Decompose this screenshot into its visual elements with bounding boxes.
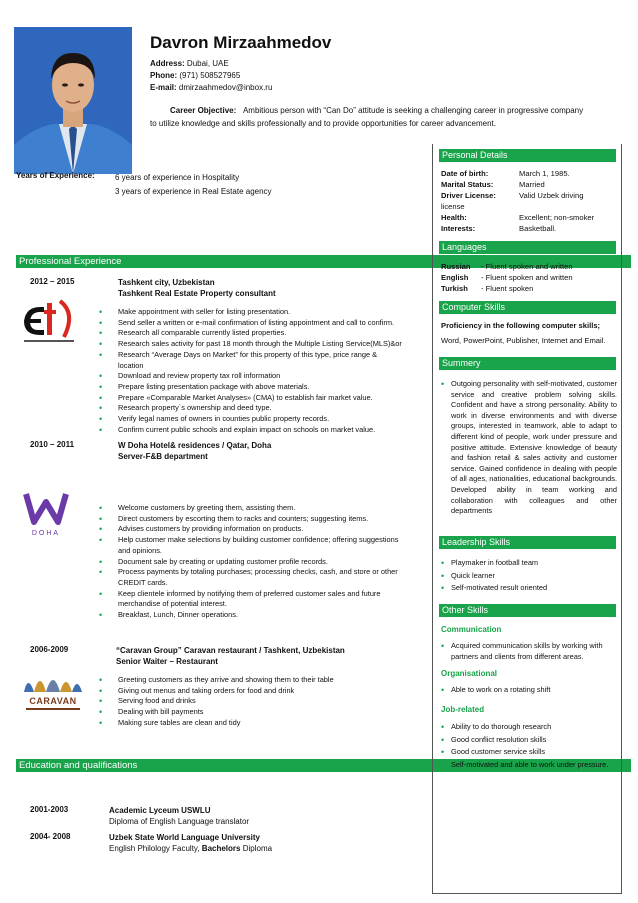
job-1-company: Tashkent city, Uzbekistan [118, 278, 215, 287]
list-item: • Keep clientele informed by notifying them of preferred customer sales and future [98, 589, 420, 600]
job-3-company: “Caravan Group” Caravan restaurant / Tashkent, Uzbekistan [116, 646, 345, 655]
list-item: • Help customer make selections by building customer confidence; offering suggestions [98, 535, 420, 546]
list-item: merchandise of potential interest. [118, 599, 227, 609]
job-2-title [118, 440, 271, 462]
years-experience-values [115, 171, 272, 199]
caravan-logo-text: CARAVAN [29, 696, 77, 706]
list-item: • Ability to do thorough research [441, 721, 617, 734]
section-leadership-skills: Leadership Skills [439, 536, 616, 549]
edu-2-school: Uzbek State World Language University [109, 833, 260, 842]
list-item: CREDIT cards. [118, 577, 168, 587]
objective-label: Career Objective: [170, 106, 237, 115]
job-2-duties [98, 503, 420, 621]
organisational-list [441, 685, 617, 696]
list-item: • Process payments by totaling purchases; processing checks, cash, and store or other [98, 567, 420, 578]
job-2-dates: 2010 – 2011 [30, 440, 75, 449]
list-item: • Advises customers by providing information on products. [98, 524, 420, 535]
section-other-skills: Other Skills [439, 604, 616, 617]
address-value: Dubai, UAE [186, 59, 229, 68]
communication-list [441, 641, 617, 662]
list-item: • Confirm current public schools and explain impact on schools on market value. [98, 425, 420, 436]
job-1-title [118, 277, 276, 299]
list-item: • Able to work on a rotating shift [441, 685, 617, 696]
list-item: • Good customer service skills [441, 746, 617, 759]
list-item: • Direct customers by escorting them to racks and counters; suggesting items. [98, 514, 420, 525]
job-3-dates: 2006-2009 [30, 645, 69, 654]
job-1-dates: 2012 – 2015 [30, 277, 75, 286]
caravan-logo [20, 668, 86, 720]
email-value[interactable]: dmirzaahmedov@inbox.ru [178, 83, 273, 92]
job-3-duties [98, 675, 420, 729]
list-item: • Self-motivated and able to work under pressure. [441, 759, 617, 770]
profile-photo [14, 27, 132, 174]
list-item: • Research sales activity for past 18 month through the Multiple Listing Service(MLS)&or [98, 339, 420, 350]
phone-value: (971) 508527965 [179, 71, 241, 80]
list-item: • Dealing with bill payments [98, 707, 420, 718]
computer-skills-intro: Proficiency in the following computer skills; [441, 321, 601, 330]
contact-block [150, 58, 272, 94]
w-doha-logo [22, 490, 70, 542]
edu-2-degree: English Philology Faculty, Bachelors Diploma [109, 844, 273, 853]
list-item: • Verify legal names of owners in counties public property records. [98, 414, 420, 425]
list-item: • Welcome customers by greeting them, assisting them. [98, 503, 420, 514]
edu-2-details [109, 832, 272, 854]
years-experience-label: Years of Experience: [16, 171, 95, 180]
list-item: • Self-motivated result oriented [441, 582, 617, 595]
edu-1-dates: 2001-2003 [30, 805, 69, 814]
list-item: • Prepare listing presentation package with above materials. [98, 382, 420, 393]
list-item: • Greeting customers as they arrive and showing them to their table [98, 675, 420, 686]
leadership-list [441, 557, 617, 595]
candidate-name: Davron Mirzaahmedov [150, 33, 332, 52]
career-objective [150, 104, 620, 130]
job-1-duties [98, 307, 420, 435]
list-item: • Document sale by creating or updating customer profile records. [98, 557, 420, 568]
list-item: • Download and review property tax roll information [98, 371, 420, 382]
experience-line-1: 6 years of experience in Hospitality [115, 173, 240, 182]
list-item: • Research all comparable currently listed properties. [98, 328, 420, 339]
summary-text: • Outgoing personality with self-motivated, customer service and creative problem solving skills. Confident and have a strong personality. Ability to work in diverse environments and with diverse groups, interested in teamwork, able to adapt to different kind of people, work under pressure and positive attitude. Extensive knowledge of beauty and fashion retail & sales activity and customer service. Gained confidence in dealing with people of all ages, nationalities, educational backgrounds. Developed ability in team working and collaboration with colleagues and other departments [441, 379, 617, 517]
list-item: • Research “Average Days on Market” for this property of this type, price range & [98, 350, 420, 361]
job-related-heading: Job-related [441, 705, 485, 714]
section-languages: Languages [439, 241, 616, 254]
section-computer-skills: Computer Skills [439, 301, 616, 314]
w-doha-logo-text: DOHA [31, 530, 61, 537]
edu-1-details [109, 805, 249, 827]
job-related-list [441, 721, 617, 770]
job-2-company: W Doha Hotel& residences / Qatar, Doha [118, 441, 272, 450]
list-item: • Playmaker in football team [441, 557, 617, 570]
sidebar [432, 144, 622, 894]
list-item: • Send seller a written or e-mail confirmation of listing appointment and call to confirm. [98, 318, 420, 329]
list-item: • Prepare «Comparable Market Analyses» (CMA) to establish fair market value. [98, 393, 420, 404]
list-item: • Giving out menus and taking orders for food and drink [98, 686, 420, 697]
experience-line-2: 3 years of experience in Real Estate agency [115, 187, 272, 196]
list-item: and opinions. [118, 545, 162, 555]
list-item: • Research property`s ownership and deed type. [98, 403, 420, 414]
computer-skills-list: Word, PowerPoint, Publisher, Internet and Email. [441, 336, 606, 345]
objective-line-1: Ambitious person with “Can Do” attitude is seeking a challenging career in progressive company [242, 106, 584, 115]
list-item: • Making sure tables are clean and tidy [98, 718, 420, 729]
list-item: • Breakfast, Lunch, Dinner operations. [98, 610, 420, 621]
address-label: Address: [150, 59, 185, 68]
real-estate-logo [18, 297, 80, 347]
list-item: • Quick learner [441, 570, 617, 583]
section-professional-experience: Professional Experience [16, 255, 631, 268]
list-item: • Make appointment with seller for listing presentation. [98, 307, 420, 318]
list-item: • Good conflict resolution skills [441, 734, 617, 747]
phone-label: Phone: [150, 71, 178, 80]
list-item: • Acquired communication skills by working with partners and clients from different areas. [441, 641, 617, 662]
edu-2-dates: 2004- 2008 [30, 832, 71, 841]
job-3-title [116, 645, 345, 667]
edu-1-degree: Diploma of English Language translator [109, 817, 250, 826]
section-personal-details: Personal Details [439, 149, 616, 162]
email-label: E-mail: [150, 83, 177, 92]
edu-1-school: Academic Lyceum USWLU [109, 806, 211, 815]
languages-list: Russian - Fluent spoken and written English - Fluent spoken and written Turkish - Fluent spoken [441, 262, 573, 293]
section-summary: Summery [439, 357, 616, 370]
job-1-position: Tashkent Real Estate Property consultant [118, 289, 276, 298]
summary-list [441, 379, 617, 517]
personal-details: Date of birth: March 1, 1985. Marital Status: Married Driver License: Valid Uzbek driving license Health: Excellent; non-smoker Interests: Basketball. [441, 169, 595, 233]
communication-heading: Communication [441, 625, 502, 634]
section-education: Education and qualifications [16, 759, 631, 772]
list-item: location [118, 360, 144, 370]
job-3-position: Senior Waiter – Restaurant [116, 657, 218, 666]
objective-line-2: to utilize knowledge and skills professionally and to provide opportunities for career advancement. [150, 119, 496, 128]
job-2-position: Server-F&B department [118, 452, 208, 461]
organisational-heading: Organisational [441, 669, 498, 678]
list-item: • Serving food and drinks [98, 696, 420, 707]
